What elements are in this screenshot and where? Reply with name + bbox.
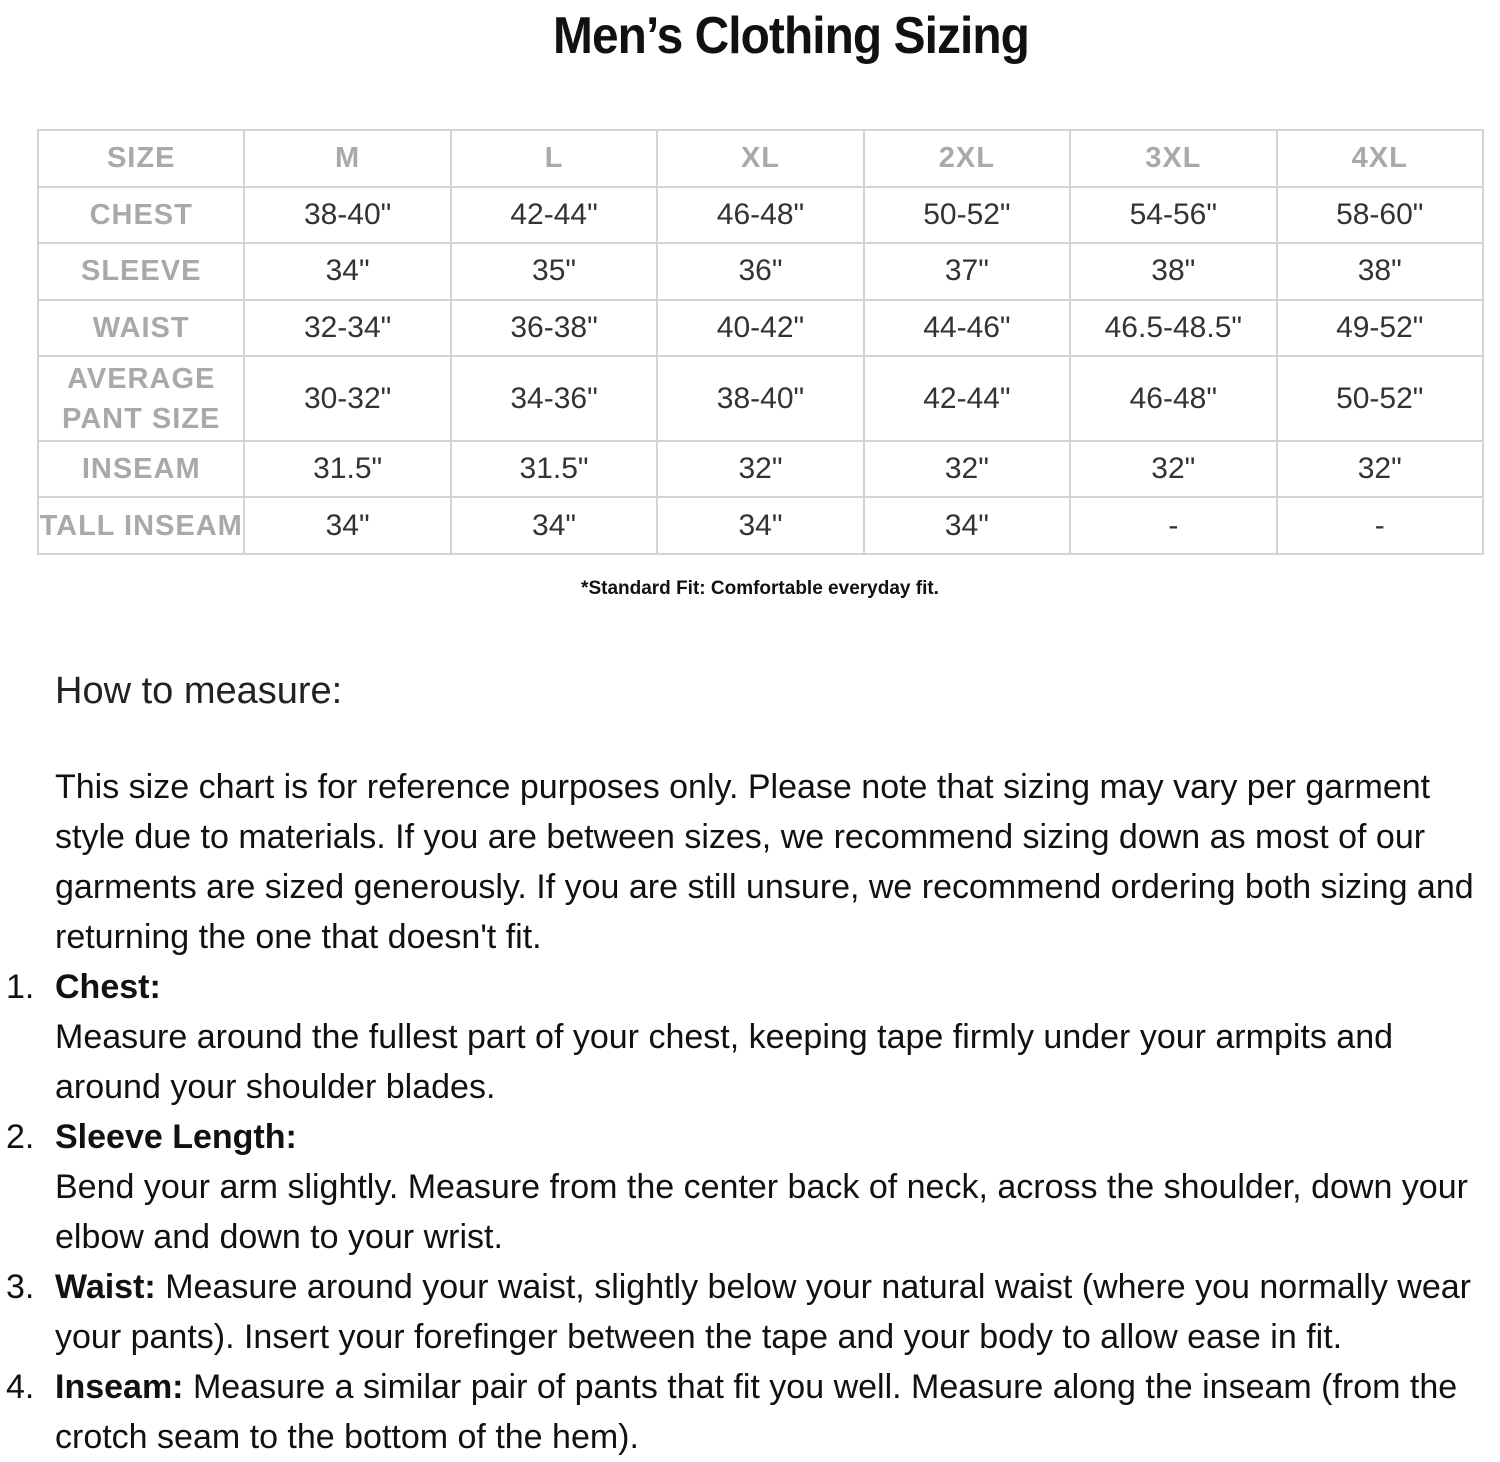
table-row-tall-inseam bbox=[38, 497, 1483, 554]
row-label-waist: WAIST bbox=[38, 300, 244, 357]
header-xl: XL bbox=[657, 130, 863, 187]
header-l: L bbox=[451, 130, 657, 187]
table-row-sleeve bbox=[38, 243, 1483, 300]
table-cell: 38" bbox=[1070, 243, 1276, 300]
header-4xl: 4XL bbox=[1277, 130, 1483, 187]
header-size: SIZE bbox=[38, 130, 244, 187]
row-label-line: AVERAGE bbox=[67, 362, 216, 395]
table-cell: 35" bbox=[451, 243, 657, 300]
table-cell: 38-40" bbox=[244, 187, 450, 244]
table-cell: 40-42" bbox=[657, 300, 863, 357]
step-heading: Sleeve Length: bbox=[55, 1118, 297, 1156]
table-cell: 42-44" bbox=[864, 356, 1070, 441]
table-cell: 32-34" bbox=[244, 300, 450, 357]
step-heading: Waist: bbox=[55, 1268, 156, 1306]
table-row-chest bbox=[38, 187, 1483, 244]
table-cell: 37" bbox=[864, 243, 1070, 300]
table-cell: 58-60" bbox=[1277, 187, 1483, 244]
table-row-average-pant-size bbox=[38, 356, 1483, 441]
how-to-measure-heading: How to measure: bbox=[55, 670, 343, 712]
step-text: Measure around your waist, slightly below your natural waist (where you normally wear your pants). Insert your forefinger between the tape and your body to allow ease in fit. bbox=[55, 1268, 1471, 1356]
row-label-chest: CHEST bbox=[38, 187, 244, 244]
table-cell: 34" bbox=[451, 497, 657, 554]
table-cell: 50-52" bbox=[864, 187, 1070, 244]
measurement-steps-list bbox=[0, 962, 1495, 1462]
step-heading: Chest: bbox=[55, 968, 161, 1006]
table-row-waist bbox=[38, 300, 1483, 357]
table-cell: 46-48" bbox=[657, 187, 863, 244]
table-cell: 34" bbox=[244, 497, 450, 554]
step-number: 3. bbox=[6, 1268, 35, 1306]
table-cell: 50-52" bbox=[1277, 356, 1483, 441]
step-text: Measure around the fullest part of your chest, keeping tape firmly under your armpits and around your shoulder blades. bbox=[55, 1018, 1394, 1106]
row-label-inseam: INSEAM bbox=[38, 441, 244, 498]
table-cell: - bbox=[1070, 497, 1276, 554]
step-text: Measure a similar pair of pants that fit you well. Measure along the inseam (from the crotch seam to the bottom of the hem). bbox=[55, 1368, 1458, 1456]
table-cell: 31.5" bbox=[244, 441, 450, 498]
table-cell: 36" bbox=[657, 243, 863, 300]
table-cell: 34" bbox=[657, 497, 863, 554]
table-cell: 34" bbox=[864, 497, 1070, 554]
table-cell: - bbox=[1277, 497, 1483, 554]
header-3xl: 3XL bbox=[1070, 130, 1276, 187]
table-cell: 32" bbox=[1070, 441, 1276, 498]
table-cell: 30-32" bbox=[244, 356, 450, 441]
list-item bbox=[0, 1262, 1495, 1362]
table-cell: 38" bbox=[1277, 243, 1483, 300]
step-number: 4. bbox=[6, 1368, 35, 1406]
table-cell: 42-44" bbox=[451, 187, 657, 244]
row-label-tall-inseam: TALL INSEAM bbox=[38, 497, 244, 554]
table-cell: 32" bbox=[1277, 441, 1483, 498]
table-cell: 44-46" bbox=[864, 300, 1070, 357]
table-cell: 31.5" bbox=[451, 441, 657, 498]
step-heading: Inseam: bbox=[55, 1368, 184, 1406]
table-row-inseam bbox=[38, 441, 1483, 498]
row-label-line: PANT SIZE bbox=[62, 402, 221, 435]
step-number: 2. bbox=[6, 1118, 35, 1156]
table-cell: 36-38" bbox=[451, 300, 657, 357]
step-text: Bend your arm slightly. Measure from the center back of neck, across the shoulder, down your elbow and down to your wrist. bbox=[55, 1168, 1468, 1256]
table-cell: 54-56" bbox=[1070, 187, 1276, 244]
table-header-row bbox=[38, 130, 1483, 187]
row-label-average-pant-size bbox=[38, 356, 244, 441]
table-cell: 32" bbox=[864, 441, 1070, 498]
list-item bbox=[0, 1112, 1495, 1262]
table-cell: 38-40" bbox=[657, 356, 863, 441]
intro-paragraph: This size chart is for reference purposes only. Please note that sizing may vary per garment style due to materials. If you are between sizes, we recommend sizing down as most of our garments are sized generously. If you are still unsure, we recommend ordering both sizing and returning the one that doesn't fit. bbox=[55, 768, 1474, 956]
table-cell: 46-48" bbox=[1070, 356, 1276, 441]
step-number: 1. bbox=[6, 968, 35, 1006]
table-cell: 46.5-48.5" bbox=[1070, 300, 1276, 357]
page-title: Men’s Clothing Sizing bbox=[553, 7, 1029, 65]
header-2xl: 2XL bbox=[864, 130, 1070, 187]
fit-footnote: *Standard Fit: Comfortable everyday fit. bbox=[581, 578, 939, 599]
header-m: M bbox=[244, 130, 450, 187]
list-item bbox=[0, 962, 1495, 1112]
size-chart-table bbox=[37, 129, 1484, 555]
row-label-sleeve: SLEEVE bbox=[38, 243, 244, 300]
table-cell: 49-52" bbox=[1277, 300, 1483, 357]
table-cell: 34" bbox=[244, 243, 450, 300]
table-cell: 32" bbox=[657, 441, 863, 498]
list-item bbox=[0, 1362, 1495, 1462]
table-cell: 34-36" bbox=[451, 356, 657, 441]
